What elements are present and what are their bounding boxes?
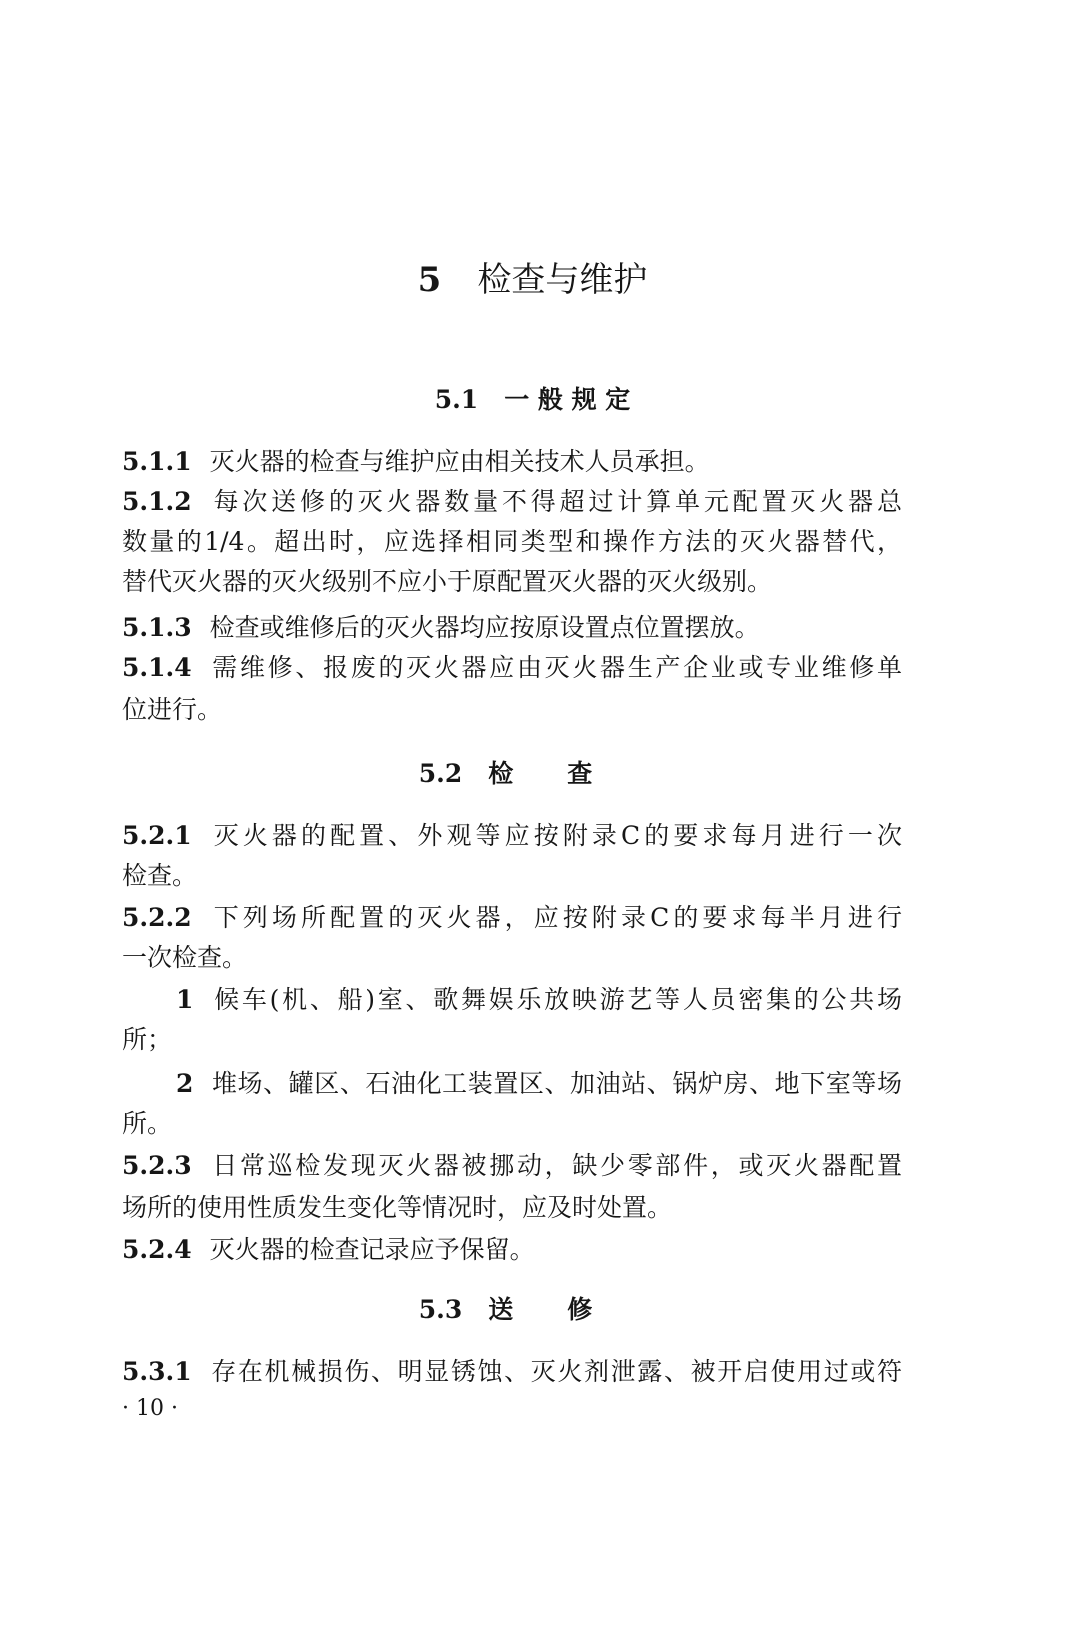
section-heading-5-1 — [0, 382, 1065, 418]
clause-text: 灭火器的配置、外观等应按附录C的要求每月进行一次 — [209, 821, 902, 850]
clause-text: 下列场所配置的灭火器，应按附录C的要求每半月进行 — [209, 903, 902, 932]
section-heading-5-2 — [0, 756, 1065, 792]
section-title: 送修 — [488, 1295, 647, 1324]
clause-text: 日常巡检发现灭火器被挪动，缺少零部件，或灭火器配置 — [209, 1151, 902, 1180]
clause-number: 5.2.3 — [122, 1151, 192, 1180]
section-title: 检查 — [488, 759, 647, 788]
clause-5-2-2-line-2: 一次检查。 — [122, 943, 248, 972]
clause-5-2-2 — [122, 900, 902, 936]
list-item-1 — [176, 982, 902, 1018]
clause-5-1-2-line-3: 替代灭火器的灭火级别不应小于原配置灭火器的灭火级别。 — [122, 567, 773, 596]
clause-text: 检查或维修后的灭火器均应按原设置点位置摆放。 — [209, 613, 760, 642]
item-number: 1 — [176, 985, 194, 1014]
clause-5-1-4 — [122, 650, 902, 686]
item-text: 候车(机、船)室、歌舞娱乐放映游艺等人员密集的公共场 — [211, 985, 902, 1014]
list-item-1-line-2: 所； — [122, 1025, 173, 1054]
chapter-title-text: 检查与维护 — [477, 260, 648, 300]
clause-5-1-2-line-2: 数量的1/4。超出时，应选择相同类型和操作方法的灭火器替代， — [122, 527, 902, 556]
clause-5-2-1 — [122, 818, 902, 854]
chapter-title — [0, 258, 1065, 302]
page-number: · 10 · — [122, 1396, 178, 1421]
clause-number: 5.2.2 — [122, 903, 192, 932]
clause-5-3-1 — [122, 1354, 902, 1390]
section-number: 5.1 — [434, 385, 479, 414]
item-number: 2 — [176, 1069, 194, 1098]
item-text: 堆场、罐区、石油化工装置区、加油站、锅炉房、地下室等场 — [211, 1069, 902, 1098]
section-number: 5.3 — [418, 1295, 463, 1324]
clause-5-2-1-line-2: 检查。 — [122, 861, 198, 890]
clause-5-1-3 — [122, 610, 902, 646]
clause-5-2-3-line-2: 场所的使用性质发生变化等情况时，应及时处置。 — [122, 1193, 673, 1222]
clause-text: 存在机械损伤、明显锈蚀、灭火剂泄露、被开启使用过或符 — [209, 1357, 902, 1386]
clause-number: 5.1.2 — [122, 487, 192, 516]
clause-number: 5.2.1 — [122, 821, 192, 850]
list-item-2-line-2: 所。 — [122, 1109, 173, 1138]
clause-number: 5.1.3 — [122, 613, 192, 642]
clause-number: 5.3.1 — [122, 1357, 192, 1386]
section-number: 5.2 — [418, 759, 463, 788]
clause-5-2-3 — [122, 1148, 902, 1184]
clause-number: 5.2.4 — [122, 1235, 192, 1264]
section-title: 一 般 规 定 — [504, 385, 631, 414]
clause-5-2-4 — [122, 1232, 902, 1268]
clause-number: 5.1.4 — [122, 653, 192, 682]
clause-number: 5.1.1 — [122, 447, 192, 476]
clause-text: 灭火器的检查与维护应由相关技术人员承担。 — [209, 447, 710, 476]
section-heading-5-3 — [0, 1292, 1065, 1328]
list-item-2 — [176, 1066, 902, 1102]
clause-5-1-2 — [122, 484, 902, 520]
clause-text: 灭火器的检查记录应予保留。 — [209, 1235, 535, 1264]
clause-5-1-4-line-2: 位进行。 — [122, 695, 223, 724]
clause-text: 需维修、报废的灭火器应由灭火器生产企业或专业维修单 — [209, 653, 902, 682]
clause-text: 每次送修的灭火器数量不得超过计算单元配置灭火器总 — [209, 487, 902, 516]
clause-5-1-1 — [122, 444, 902, 480]
chapter-number: 5 — [417, 260, 442, 300]
